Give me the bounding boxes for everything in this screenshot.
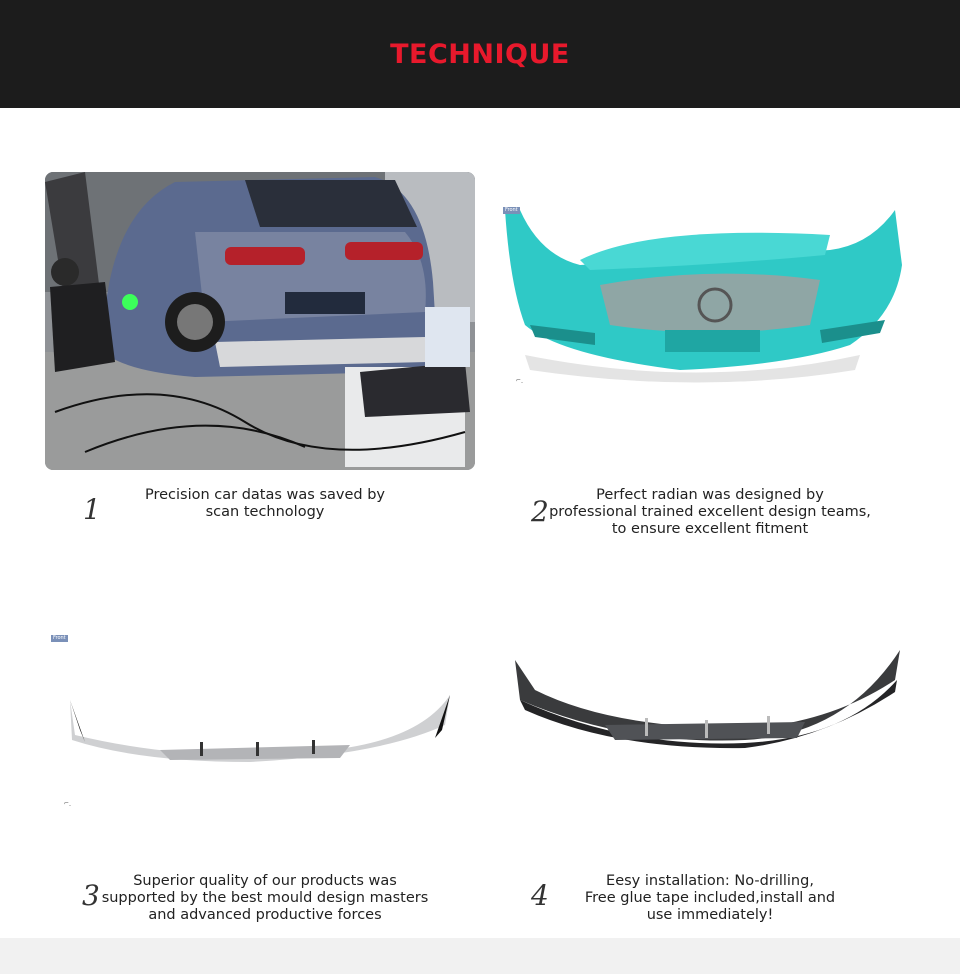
step-number-3: 3 [82,879,100,912]
scan-photo [45,172,475,470]
caption-line: scan technology [205,504,325,520]
lip-render-model [50,630,460,820]
scan-photo-illustration [45,172,475,470]
footer-band [0,938,960,974]
caption-line: Superior quality of our products was [133,873,397,889]
bumper-scan-model [500,205,910,395]
caption-line: Perfect radian was designed by [596,487,824,503]
caption-line: supported by the best mould design masters [101,890,429,906]
bumper-scan-illustration [500,205,910,395]
step-caption-4 [570,873,850,924]
step-number-1: 1 [83,493,101,526]
carbon-lip-illustration [505,640,910,760]
caption-line: use immediately! [646,907,774,923]
view-tag: Front [505,207,518,213]
step-number-2: 2 [531,495,549,528]
view-tag: Front [53,635,66,641]
header-bar [0,0,960,108]
caption-line: to ensure excellent fitment [611,521,809,537]
lip-render-illustration [50,630,460,820]
axis-indicator: ⌐˯ [64,800,72,807]
step-caption-1 [125,487,405,521]
carbon-lip-photo [505,640,910,760]
page-title: TECHNIQUE [390,38,570,70]
step-number-4: 4 [531,879,549,912]
caption-line: professional trained excellent design teams, [549,504,871,520]
caption-line: Free glue tape included,install and [584,890,836,906]
caption-line: and advanced productive forces [148,907,382,923]
caption-line: Eesy installation: No-drilling, [606,873,814,889]
step-caption-2 [545,487,875,538]
caption-line: Precision car datas was saved by [144,487,385,503]
axis-indicator: ⌐˯ [516,377,524,384]
step-caption-3 [95,873,435,924]
